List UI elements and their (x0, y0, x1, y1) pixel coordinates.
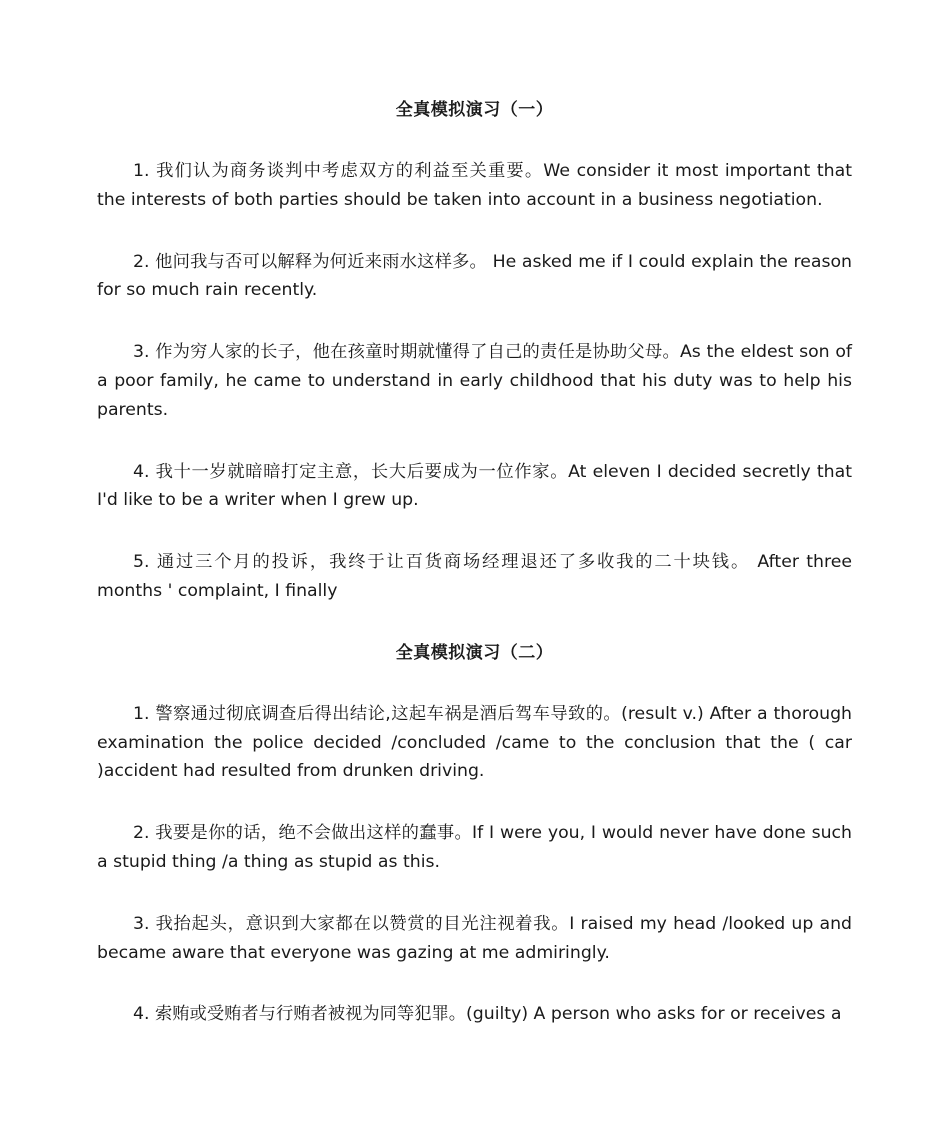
paragraph-item: 1. 警察通过彻底调查后得出结论,这起车祸是酒后驾车导致的。(result v.) After a thorough examination the police decided /concluded /came to the conclusion that the ( car )accident had resulted from drunken driving. (97, 703, 852, 782)
section-title: 全真模拟演习（一） (395, 100, 554, 120)
paragraph-item: 5. 通过三个月的投诉，我终于让百货商场经理退还了多收我的二十块钱。 After three months ' complaint, I finally (97, 552, 852, 601)
paragraph-item: 1. 我们认为商务谈判中考虑双方的利益至关重要。We consider it most important that the interests of both parties should be taken into account in a business negotiation. (97, 161, 852, 210)
section-1 (97, 96, 852, 606)
paragraph-item: 3. 我抬起头，意识到大家都在以赞赏的目光注视着我。I raised my head /looked up and became aware that everyone was gazing at me admiringly. (97, 913, 852, 963)
paragraph-item: 2. 他问我与否可以解释为何近来雨水这样多。 He asked me if I could explain the reason for so much rain recently. (97, 251, 852, 301)
paragraph-item: 4. 索贿或受贿者与行贿者被视为同等犯罪。(guilty) A person who asks for or receives a (133, 1004, 842, 1025)
paragraph-item: 4. 我十一岁就暗暗打定主意，长大后要成为一位作家。At eleven I decided secretly that I'd like to be a writer when I grew up. (97, 461, 852, 511)
paragraph-item: 3. 作为穷人家的长子，他在孩童时期就懂得了自己的责任是协助父母。As the eldest son of a poor family, he came to understand in early childhood that his duty was to help his parents. (97, 342, 852, 420)
document-page (97, 96, 852, 1062)
section-title: 全真模拟演习（二） (395, 642, 554, 663)
paragraph-item: 2. 我要是你的话，绝不会做出这样的蠢事。If I were you, I would never have done such a stupid thing /a thing as stupid as this. (97, 823, 852, 872)
section-2 (97, 639, 852, 1029)
